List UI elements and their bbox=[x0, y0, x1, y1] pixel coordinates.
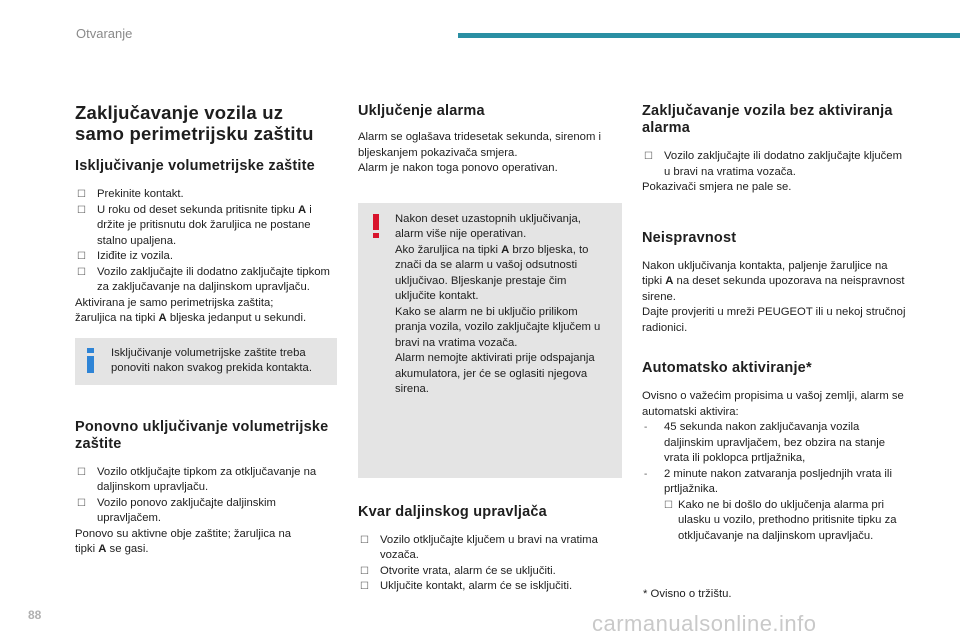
paragraph: Alarm je nakon toga ponovo operativan. bbox=[358, 162, 558, 174]
steps-list bbox=[75, 465, 337, 527]
warning-box bbox=[358, 203, 622, 478]
paragraph: Ovisno o važećim propisima u vašoj zemlji, alarm se automatski aktivira: bbox=[642, 390, 904, 418]
checkbox-bullet-icon: ☐ bbox=[77, 497, 86, 509]
list-item: ☐ Uključite kontakt, alarm će se isključiti. bbox=[358, 579, 622, 595]
checkbox-bullet-icon: ☐ bbox=[360, 565, 369, 577]
checkbox-bullet-icon: ☐ bbox=[664, 499, 673, 511]
checkbox-bullet-icon: ☐ bbox=[77, 189, 86, 200]
warning-text: Kako se alarm ne bi uključio prilikom pranja vozila, vozilo zaključajte ključem u bravi na vratima vozača. bbox=[395, 305, 601, 349]
key-label: A bbox=[158, 312, 167, 324]
key-label: A bbox=[297, 203, 307, 216]
paragraph: Dajte provjeriti u mreži PEUGEOT ili u nekoj stručnoj radionici. bbox=[642, 306, 906, 334]
list-item: ☐ Vozilo ponovo zaključajte daljinskim upravljačem. bbox=[77, 496, 276, 524]
footnote: * Ovisno o tržištu. bbox=[643, 588, 732, 600]
dash-bullet: - bbox=[644, 468, 648, 480]
conditions-list bbox=[642, 420, 908, 498]
list-item: ☐ U roku od deset sekunda pritisnite tipku A i držite je pritisnutu dok žaruljica ne postane stalno upaljena. bbox=[77, 203, 312, 247]
key-label: A bbox=[98, 543, 107, 555]
paragraph: tipki A se gasi. bbox=[75, 543, 149, 555]
list-item: ☐ Vozilo otključajte ključem u bravi na vratima vozača. bbox=[360, 533, 598, 561]
paragraph: Aktivirana je samo perimetrijska zaštita; bbox=[75, 296, 274, 309]
checkbox-bullet-icon: ☐ bbox=[644, 151, 653, 162]
section-title-auto-activation: Automatsko aktiviranje* bbox=[642, 360, 812, 376]
paragraph: Pokazivači smjera ne pale se. bbox=[642, 181, 792, 193]
chapter-title: Otvaranje bbox=[76, 26, 133, 41]
warning-text: Ako žaruljica na tipki A brzo bljeska, to znači da se alarm u vašoj odsutnosti uključivao. Bljeskanje prestaje čim uključite kontakt. bbox=[395, 243, 589, 302]
info-box bbox=[75, 338, 337, 385]
warning-text: Nakon deset uzastopnih uključivanja, alarm više nije operativan. bbox=[395, 212, 581, 240]
list-item: ☐ Kako ne bi došlo do uključenja alarma pri ulasku u vozilo, prethodno pritisnite tipku za otključavanje na daljinskom upravljaču. bbox=[664, 498, 897, 542]
paragraph: Nakon uključivanja kontakta, paljenje žaruljice na tipki A na deset sekunda upozorava na neispravnost sirene. bbox=[642, 259, 905, 303]
section-title-perimeter: Zaključavanje vozila uz samo perimetrijsku zaštitu bbox=[75, 102, 314, 144]
key-label: A bbox=[665, 275, 674, 287]
warning-text: Alarm nemojte aktivirati prije odspajanja akumulatora, jer će se oglasiti njegova sirena. bbox=[395, 352, 595, 395]
checkbox-bullet-icon: ☐ bbox=[77, 466, 86, 478]
subsection-title-disable-volumetric: Isključivanje volumetrijske zaštite bbox=[75, 158, 315, 174]
key-label: A bbox=[501, 243, 510, 256]
list-item: ☐ Vozilo zaključajte ili dodatno zaključajte tipkom za zaključavanje na daljinskom upravljaču. bbox=[77, 265, 330, 293]
steps-list bbox=[642, 149, 908, 180]
steps-list bbox=[75, 187, 337, 296]
list-item: ☐ Prekinite kontakt. bbox=[75, 187, 337, 203]
page-number: 88 bbox=[28, 608, 42, 622]
section-title-malfunction: Neispravnost bbox=[642, 229, 737, 246]
list-item: - 45 sekunda nakon zaključavanja vozila daljinskim upravljačem, bez obzira na stanje vrata ili poklopca prtljažnika, bbox=[644, 421, 886, 464]
column-middle bbox=[358, 103, 622, 595]
list-item: ☐ Otvorite vrata, alarm će se uključiti. bbox=[358, 564, 622, 580]
warning-icon bbox=[373, 214, 379, 238]
list-item: - 2 minute nakon zatvaranja posljednjih vrata ili prtljažnika. bbox=[644, 467, 892, 495]
info-icon bbox=[87, 348, 94, 373]
steps-list bbox=[664, 498, 908, 545]
checkbox-bullet-icon: ☐ bbox=[77, 204, 86, 216]
paragraph: Ponovo su aktivne obje zaštite; žaruljica na bbox=[75, 527, 292, 540]
section-title-remote-failure: Kvar daljinskog upravljača bbox=[358, 503, 547, 520]
list-item: ☐ Vozilo zaključajte ili dodatno zaključajte ključem u bravi na vratima vozača. bbox=[644, 150, 902, 178]
header-accent-bar bbox=[458, 33, 960, 38]
section-title-alarm-trigger: Uključenje alarma bbox=[358, 103, 485, 119]
steps-list bbox=[358, 533, 622, 595]
column-left bbox=[75, 92, 337, 558]
paragraph: Alarm se oglašava tridesetak sekunda, sirenom i bljeskanjem pokazivača smjera. bbox=[358, 131, 601, 159]
list-item: ☐ Iziđite iz vozila. bbox=[75, 249, 337, 265]
watermark: carmanualsonline.info bbox=[592, 611, 817, 636]
section-title-lock-without-alarm: Zaključavanje vozila bez aktiviranja alarma bbox=[642, 103, 893, 136]
subsection-title-reactivate-volumetric: Ponovno uključivanje volumetrijske zaštite bbox=[75, 418, 329, 452]
list-item: ☐ Vozilo otključajte tipkom za otključavanje na daljinskom upravljaču. bbox=[77, 465, 317, 493]
dash-bullet: - bbox=[644, 422, 648, 433]
paragraph: žaruljica na tipki A bljeska jedanput u sekundi. bbox=[75, 312, 307, 324]
column-right bbox=[642, 103, 908, 544]
checkbox-bullet-icon: ☐ bbox=[360, 581, 369, 592]
checkbox-bullet-icon: ☐ bbox=[360, 534, 369, 546]
checkbox-bullet-icon: ☐ bbox=[77, 266, 86, 278]
info-text: Isključivanje volumetrijske zaštite treba ponoviti nakon svakog prekida kontakta. bbox=[111, 346, 312, 374]
checkbox-bullet-icon: ☐ bbox=[77, 251, 86, 262]
